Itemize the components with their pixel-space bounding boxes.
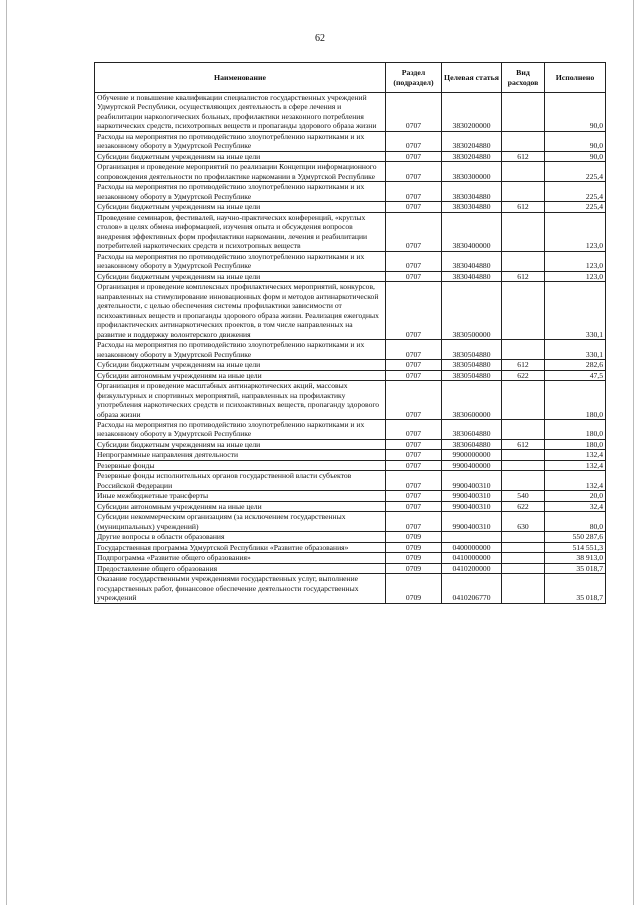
row-amount: 35 018,7 (545, 574, 606, 603)
table-row (95, 439, 606, 449)
row-target: 3830300000 (442, 162, 502, 182)
row-kind (502, 131, 545, 151)
row-amount: 90,0 (545, 93, 606, 132)
table-row (95, 574, 606, 603)
row-name: Субсидии некоммерческим организациям (за исключением государственных (муниципальных) учреждений) (95, 512, 386, 532)
row-target: 3830304880 (442, 182, 502, 202)
row-amount: 180,0 (545, 419, 606, 439)
table-row (95, 501, 606, 511)
row-name: Субсидии бюджетным учреждениям на иные цели (95, 360, 386, 370)
row-name: Подпрограмма «Развитие общего образования» (95, 553, 386, 563)
row-target: 3830504880 (442, 360, 502, 370)
table-row (95, 450, 606, 460)
row-kind (502, 450, 545, 460)
row-name: Расходы на мероприятия по противодействию злоупотреблению наркотиками и их незаконному обороту в Удмуртской Республике (95, 419, 386, 439)
row-section: 0709 (386, 574, 442, 603)
row-section: 0707 (386, 491, 442, 501)
row-target: 9900000000 (442, 450, 502, 460)
row-amount: 123,0 (545, 251, 606, 271)
row-amount: 282,6 (545, 360, 606, 370)
row-section: 0707 (386, 212, 442, 251)
row-amount: 225,4 (545, 182, 606, 202)
row-name: Резервные фонды исполнительных органов государственной власти субъектов Российской Федерации (95, 471, 386, 491)
row-section: 0709 (386, 563, 442, 573)
table-row (95, 202, 606, 212)
table-header-row (95, 63, 606, 93)
row-amount: 225,4 (545, 162, 606, 182)
row-target: 3830204880 (442, 131, 502, 151)
row-target: 0410206770 (442, 574, 502, 603)
row-section: 0707 (386, 501, 442, 511)
table-row (95, 542, 606, 552)
row-amount: 514 551,3 (545, 542, 606, 552)
row-target: 3830404880 (442, 271, 502, 281)
row-section: 0707 (386, 282, 442, 340)
table-row (95, 360, 606, 370)
row-name: Оказание государственными учреждениями государственных услуг, выполнение государственных работ, финансовое обеспечение деятельности государственных учреждений (95, 574, 386, 603)
row-kind: 612 (502, 360, 545, 370)
row-target: 9900400310 (442, 512, 502, 532)
row-name: Субсидии автономным учреждениям на иные цели (95, 501, 386, 511)
row-kind (502, 182, 545, 202)
table-row (95, 381, 606, 420)
row-kind: 612 (502, 202, 545, 212)
table-row (95, 340, 606, 360)
row-section: 0707 (386, 512, 442, 532)
table-row (95, 131, 606, 151)
row-amount: 20,0 (545, 491, 606, 501)
row-section: 0707 (386, 370, 442, 380)
header-name: Наименование (95, 63, 386, 93)
row-target: 3830504880 (442, 340, 502, 360)
row-kind: 630 (502, 512, 545, 532)
row-name: Организация и проведение масштабных антинаркотических акций, массовых физкультурных и спортивных мероприятий, направленных на профилактику употребления наркотических средств и психоактивных веществ, пропаганду здорового образа жизни (95, 381, 386, 420)
table-row (95, 419, 606, 439)
row-target: 3830204880 (442, 151, 502, 161)
row-section: 0707 (386, 471, 442, 491)
row-amount: 180,0 (545, 439, 606, 449)
row-section: 0707 (386, 271, 442, 281)
row-target: 3830604880 (442, 439, 502, 449)
row-section: 0707 (386, 202, 442, 212)
table-row (95, 491, 606, 501)
row-target: 9900400000 (442, 460, 502, 470)
row-kind (502, 542, 545, 552)
row-amount: 180,0 (545, 381, 606, 420)
row-target: 0400000000 (442, 542, 502, 552)
table-row (95, 182, 606, 202)
row-name: Проведение семинаров, фестивалей, научно-практических конференций, «круглых столов» в целях обмена информацией, изучения опыта и обсуждения вопросов внедрения эффективных форм профилактики наркомании, лечения и реабилитации потребителей наркотических средств и психотропных веществ (95, 212, 386, 251)
row-target: 0410200000 (442, 563, 502, 573)
page-number: 62 (315, 33, 325, 44)
row-kind (502, 251, 545, 271)
row-section: 0707 (386, 360, 442, 370)
table-row (95, 212, 606, 251)
row-name: Непрограммные направления деятельности (95, 450, 386, 460)
row-section: 0707 (386, 182, 442, 202)
row-name: Организация и проведение комплексных профилактических мероприятий, конкурсов, направленных на стимулирование инновационных форм и методов антинаркотической деятельности, с целью обеспечения системы профилактики зависимости от психоактивных веществ и пропаганды здорового образа жизни. Реализация ежегодных профилактических антинаркотических проектов, в том числе направленных на развитие и поддержку волонтерского движения (95, 282, 386, 340)
row-section: 0707 (386, 162, 442, 182)
row-target: 3830400000 (442, 212, 502, 251)
row-kind (502, 282, 545, 340)
row-name: Иные межбюджетные трансферты (95, 491, 386, 501)
header-amount: Исполнено (545, 63, 606, 93)
row-target: 9900400310 (442, 501, 502, 511)
row-amount: 132,4 (545, 471, 606, 491)
table-row (95, 93, 606, 132)
row-kind (502, 419, 545, 439)
row-section: 0707 (386, 151, 442, 161)
row-section: 0707 (386, 439, 442, 449)
row-name: Предоставление общего образования (95, 563, 386, 573)
row-section: 0707 (386, 131, 442, 151)
header-target: Целевая статья (442, 63, 502, 93)
row-amount: 330,1 (545, 340, 606, 360)
row-amount: 225,4 (545, 202, 606, 212)
row-kind (502, 212, 545, 251)
row-kind (502, 381, 545, 420)
row-name: Субсидии бюджетным учреждениям на иные цели (95, 151, 386, 161)
row-kind (502, 574, 545, 603)
row-target: 0410000000 (442, 553, 502, 563)
row-target: 3830604880 (442, 419, 502, 439)
row-amount: 550 287,6 (545, 532, 606, 542)
row-amount: 330,1 (545, 282, 606, 340)
row-kind (502, 553, 545, 563)
row-section: 0707 (386, 251, 442, 271)
row-amount: 123,0 (545, 271, 606, 281)
row-name: Субсидии бюджетным учреждениям на иные цели (95, 439, 386, 449)
row-name: Государственная программа Удмуртской Республики «Развитие образования» (95, 542, 386, 552)
row-amount: 132,4 (545, 460, 606, 470)
table-row (95, 271, 606, 281)
row-amount: 132,4 (545, 450, 606, 460)
row-kind: 612 (502, 439, 545, 449)
row-kind: 612 (502, 151, 545, 161)
row-amount: 90,0 (545, 151, 606, 161)
budget-table (94, 62, 606, 604)
row-amount: 123,0 (545, 212, 606, 251)
row-amount: 35 018,7 (545, 563, 606, 573)
row-name: Субсидии автономным учреждениям на иные цели (95, 370, 386, 380)
row-name: Расходы на мероприятия по противодействию злоупотреблению наркотиками и их незаконному обороту в Удмуртской Республике (95, 251, 386, 271)
row-section: 0707 (386, 340, 442, 360)
row-kind: 622 (502, 370, 545, 380)
table-row (95, 553, 606, 563)
table-row (95, 251, 606, 271)
table-row (95, 151, 606, 161)
row-section: 0707 (386, 93, 442, 132)
row-section: 0707 (386, 460, 442, 470)
row-name: Расходы на мероприятия по противодействию злоупотреблению наркотиками и их незаконному обороту в Удмуртской Республике (95, 340, 386, 360)
row-kind (502, 471, 545, 491)
row-amount: 47,5 (545, 370, 606, 380)
left-binding-line (6, 0, 7, 905)
row-section: 0709 (386, 532, 442, 542)
row-amount: 38 913,0 (545, 553, 606, 563)
row-kind (502, 460, 545, 470)
table-row (95, 471, 606, 491)
row-name: Субсидии бюджетным учреждениям на иные цели (95, 271, 386, 281)
right-binding-line (633, 0, 634, 905)
row-kind: 622 (502, 501, 545, 511)
row-target: 9900400310 (442, 491, 502, 501)
row-target: 3830404880 (442, 251, 502, 271)
row-target (442, 532, 502, 542)
row-name: Расходы на мероприятия по противодействию злоупотреблению наркотиками и их незаконному обороту в Удмуртской Республике (95, 131, 386, 151)
row-name: Расходы на мероприятия по противодействию злоупотреблению наркотиками и их незаконному обороту в Удмуртской Республике (95, 182, 386, 202)
row-kind: 540 (502, 491, 545, 501)
table-row (95, 532, 606, 542)
row-section: 0707 (386, 450, 442, 460)
row-amount: 32,4 (545, 501, 606, 511)
row-kind (502, 162, 545, 182)
row-name: Резервные фонды (95, 460, 386, 470)
table-row (95, 282, 606, 340)
table-row (95, 162, 606, 182)
row-kind (502, 340, 545, 360)
row-amount: 90,0 (545, 131, 606, 151)
row-section: 0707 (386, 419, 442, 439)
row-target: 3830500000 (442, 282, 502, 340)
table-row (95, 512, 606, 532)
header-section: Раздел (подраздел) (386, 63, 442, 93)
row-name: Субсидии бюджетным учреждениям на иные цели (95, 202, 386, 212)
row-target: 9900400310 (442, 471, 502, 491)
row-name: Другие вопросы в области образования (95, 532, 386, 542)
table-row (95, 460, 606, 470)
table-row (95, 370, 606, 380)
header-kind: Вид расходов (502, 63, 545, 93)
row-target: 3830600000 (442, 381, 502, 420)
row-section: 0707 (386, 381, 442, 420)
row-name: Организация и проведение мероприятий по реализации Концепции информационного сопровождения деятельности по профилактике наркомании в Удмуртской Республике (95, 162, 386, 182)
row-kind: 612 (502, 271, 545, 281)
row-name: Обучение и повышение квалификации специалистов государственных учреждений Удмуртской Республики, осуществляющих деятельность в сфере лечения и реабилитации наркологических больных, профилактики незаконного потребления наркотических средств, психотропных веществ и пропаганды здорового образа жизни (95, 93, 386, 132)
row-kind (502, 93, 545, 132)
row-amount: 80,0 (545, 512, 606, 532)
row-target: 3830200000 (442, 93, 502, 132)
row-kind (502, 532, 545, 542)
row-target: 3830504880 (442, 370, 502, 380)
row-kind (502, 563, 545, 573)
row-section: 0709 (386, 542, 442, 552)
row-section: 0709 (386, 553, 442, 563)
row-target: 3830304880 (442, 202, 502, 212)
table-row (95, 563, 606, 573)
